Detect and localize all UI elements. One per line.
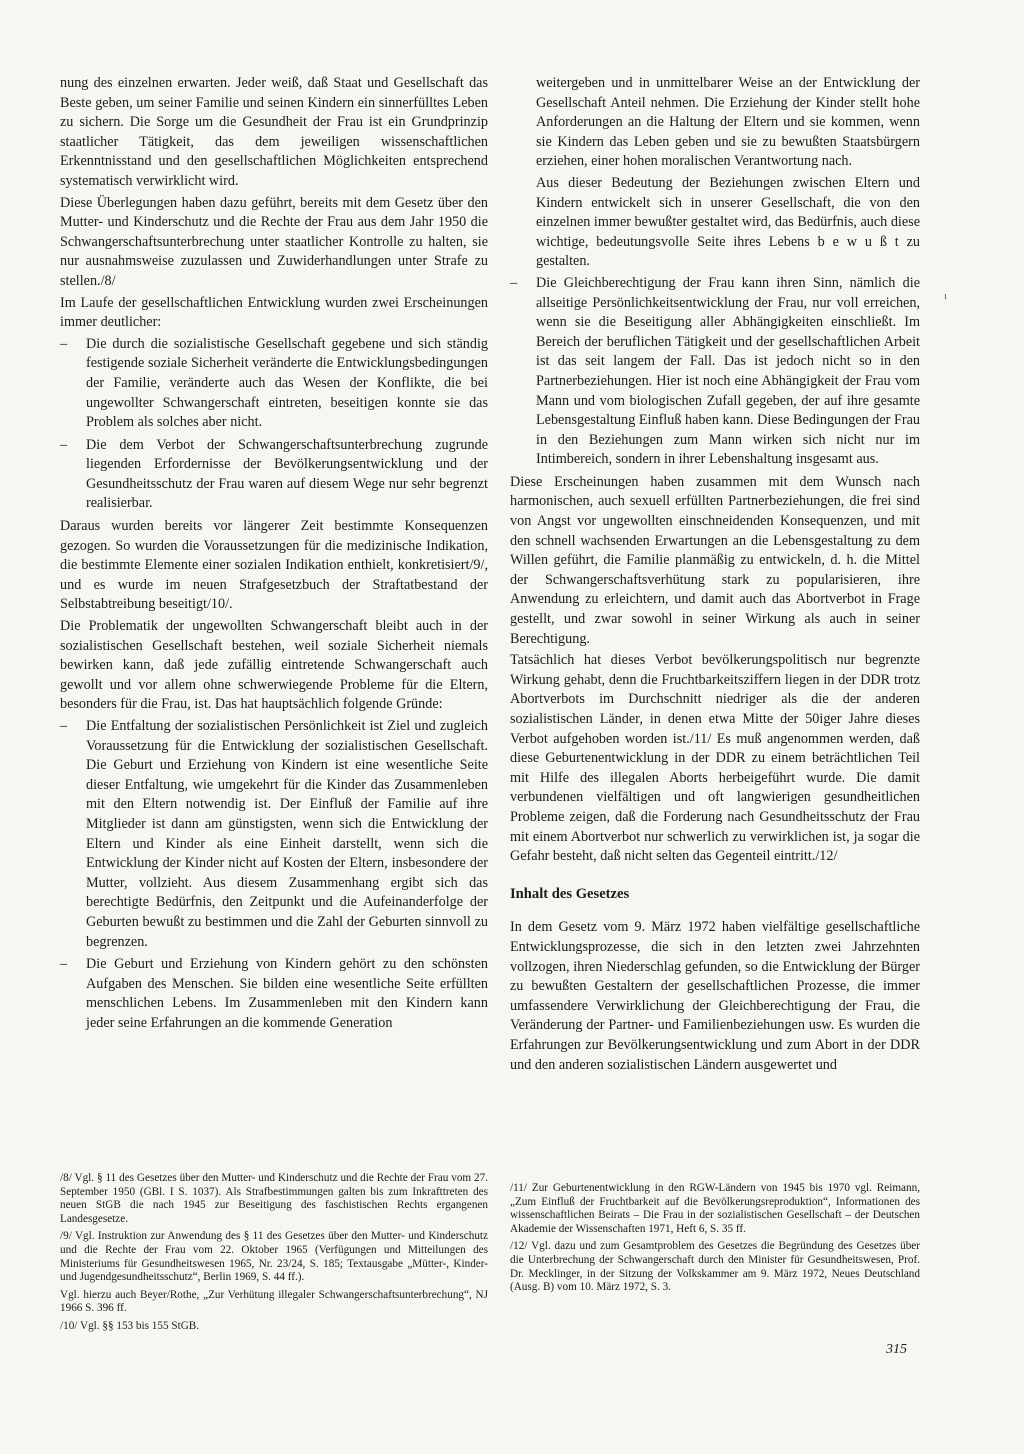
dash-item: – Die Gleichberechtigung der Frau kann ihren Sinn, nämlich die allseitige Persönlichkeitsentwicklung der Frau, nur voll erreichen, wenn sie die Beseitigung aller Abhängigkeiten einschließt. Im Bereich der beruflichen Tätigkeit und der gesellschaftlichen Arbeit ist das seit langem der Fall. Das ist jedoch nicht so in den Partnerbeziehungen. Hier ist noch eine Abhängigkeit der Frau vom Mann und vom biologischen Zufall gegeben, der auf ihre gesamte Lebensgestaltung Einfluß haben kann. Diese Bedingungen der Frau in den Beziehungen zum Mann wirken sich nicht nur im Intimbereich, sondern in ihrer Lebenshaltung insgesamt aus. xyxy=(510,274,920,470)
section-heading: Inhalt des Gesetzes xyxy=(510,885,630,902)
dash-item: – Die dem Verbot der Schwangerschaftsunterbrechung zugrunde liegenden Erfordernisse der Bevölkerungsentwicklung und der Gesundheitsschutz der Frau waren auf diesem Wege nur sehr begrenzt realisierbar. xyxy=(60,436,488,514)
footnote: /8/ Vgl. § 11 des Gesetzes über den Mutter- und Kinderschutz und die Rechte der Frau vom 27. September 1950 (GBl. I S. 1037). Als Strafbestimmungen galten bis zum Inkrafttreten des neuen StGB die nach 1945 zur Beseitigung des faschistischen Rechts ergangenen Landesgesetze. xyxy=(60,1172,488,1225)
dash-item: – Die durch die sozialistische Gesellschaft gegebene und sich ständig festigende soziale Sicherheit veränderte die Entwicklungsbedingungen der Familie, veränderte auch das Wesen der Konflikte, die bei ungewollter Schwangerschaft eintreten, beseitigen konnte sie das Problem als solches aber nicht. xyxy=(60,335,488,433)
continued-item: Aus dieser Bedeutung der Beziehungen zwischen Eltern und Kindern entwickelt sich in unserer Gesellschaft, die von den einzelnen immer bewußter gestaltet wird, das Bedürfnis, auch diese wichtige, bedeutungsvolle Seite ihres Lebens b e w u ß t zu gestalten. xyxy=(536,174,920,270)
footnote: /9/ Vgl. Instruktion zur Anwendung des § 11 des Gesetzes über den Mutter- und Kinderschutz und die Rechte der Frau vom 22. Oktober 1965 (Verfügungen und Mitteilungen des Ministeriums für Gesundheitswesen 1965, Nr. 23/24, S. 185; Textausgabe „Mütter-, Kinder- und Jugendgesundheitsschutz“, Berlin 1969, S. 44 ff.). xyxy=(60,1230,488,1284)
paragraph: In dem Gesetz vom 9. März 1972 haben vielfältige gesellschaftliche Entwicklungsprozesse, die sich in den letzten zwei Jahrzehnten vollzogen, ihren Niederschlag gefunden, so die Entwicklung der Bürger zu bewußten Gestaltern der gesellschaftlichen Prozesse, die immer umfassendere Verwirklichung der Gleichberechtigung der Frau, die Veränderung der Partner- und Familienbeziehungen usw. Es wurden die Erfahrungen zur Bevölkerungsentwicklung und zum Abort in der DDR und den anderen sozialistischen Ländern ausgewertet und xyxy=(510,919,920,1073)
paragraph: Diese Überlegungen haben dazu geführt, bereits mit dem Gesetz über den Mutter- und Kinderschutz und die Rechte der Frau aus dem Jahr 1950 die Schwangerschaftsunterbrechung unter staatlicher Kontrolle zu halten, sie nur ausnahmsweise zuzulassen und Zuwiderhandlungen unter Strafe zu stellen./8/ xyxy=(60,194,488,289)
paragraph: Diese Erscheinungen haben zusammen mit dem Wunsch nach harmonischen, auch sexuell erfüllten Partnerbeziehungen, die frei sind von Angst vor ungewollten einschneidenden Konsequenzen, und mit den schnell wachsenden Erwartungen an die Lebensgestaltung zu dem Willen geführt, die Familie planmäßig zu entwickeln, d. h. die Mittel der Schwangerschaftsverhütung stark zu popularisieren, ihre Anwendung zu erleichtern, und damit auch das Abortverbot in Frage gestellt, und zwar sowohl in seiner Wirkung als auch in seiner Berechtigung. xyxy=(510,473,920,647)
footnote: Vgl. hierzu auch Beyer/Rothe, „Zur Verhütung illegaler Schwangerschaftsunterbrechung“, NJ 1966 S. 396 ff. xyxy=(60,1288,488,1315)
page-number: 315 xyxy=(886,1342,907,1357)
footnotes-left xyxy=(60,1172,488,1338)
footnotes-right xyxy=(510,1182,920,1299)
left-column xyxy=(60,74,488,1037)
paragraph: Im Laufe der gesellschaftlichen Entwicklung wurden zwei Erscheinungen immer deutlicher: xyxy=(60,294,488,331)
footnote: /11/ Zur Geburtenentwicklung in den RGW-Ländern von 1945 bis 1970 vgl. Reimann, „Zum Einfluß der Fruchtbarkeit auf die Bevölkerungsreproduktion“, Informationen des wissenschaftlichen Beirats – Die Frau in der sozialistischen Gesellschaft – der Deutschen Akademie der Wissenschaften 1971, Heft 6, S. 35 ff. xyxy=(510,1182,920,1235)
footnote: /12/ Vgl. dazu und zum Gesamtproblem des Gesetzes die Begründung des Gesetzes über die Unterbrechung der Schwangerschaft durch den Minister für Gesundheitswesen, Prof. Dr. Mecklinger, in der Sitzung der Volkskammer am 9. März 1972, Neues Deutschland (Ausg. B) vom 10. März 1972, S. 3. xyxy=(510,1240,920,1294)
dash-item: – Die Geburt und Erziehung von Kindern gehört zu den schönsten Aufgaben des Menschen. Sie bilden eine wesentliche Seite erfüllten menschlichen Lebens. Im Zusammenleben mit den Kindern kann jeder seine Erfahrungen an die kommende Generation xyxy=(60,955,488,1033)
paragraph: Die Problematik der ungewollten Schwangerschaft bleibt auch in der sozialistischen Gesellschaft bestehen, weil soziale Sicherheit niemals bewirken kann, daß jede zufällig eintretende Schwangerschaft auch gewollt und vor allem ohne schwerwiegende Probleme für die Eltern, besonders für die Frau, ist. Das hat hauptsächlich folgende Gründe: xyxy=(60,618,488,713)
paragraph: Daraus wurden bereits vor längerer Zeit bestimmte Konsequenzen gezogen. So wurden die Voraussetzungen für die medizinische Indikation, die bestimmte Elemente einer sozialen Indikation enthielt, konkretisiert/9/, und es wurde im neuen Strafgesetzbuch der Straftatbestand der Selbstabtreibung beseitigt/10/. xyxy=(60,518,488,613)
paragraph: nung des einzelnen erwarten. Jeder weiß, daß Staat und Gesellschaft das Beste geben, um seiner Familie und seinen Kindern ein sinnerfülltes Leben zu sichern. Die Sorge um die Gesundheit der Frau ist ein Grundprinzip staatlicher Tätigkeit, das dem jeweiligen wissenschaftlichen Erkenntnisstand und den gesellschaftlichen Möglichkeiten entsprechend systematisch verwirklicht wird. xyxy=(60,75,488,189)
paragraph: Tatsächlich hat dieses Verbot bevölkerungspolitisch nur begrenzte Wirkung gehabt, denn die Fruchtbarkeitsziffern liegen in der DDR trotz Abortverbots im Durchschnitt niedriger als die der anderen sozialistischen Länder, in denen etwa Mitte der 50iger Jahre dieses Verbot aufgehoben worden ist./11/ Es muß angenommen werden, daß diese Geburtenentwicklung in der DDR zu einem beträchtlichen Teil mit Hilfe des illegalen Aborts herbeigeführt wurde. Die damit verbundenen vielfältigen und oft langwierigen gesundheitlichen Probleme zeigen, daß die Forderung nach Gesundheitsschutz der Frau mit einem Abortverbot nur schwerlich zu verwirklichen ist, ja sogar die Gefahr besteht, daß nicht selten das Gegenteil eintritt./12/ xyxy=(510,652,920,865)
right-column xyxy=(510,74,920,1077)
margin-mark: ı xyxy=(944,290,948,302)
dash-item: – Die Entfaltung der sozialistischen Persönlichkeit ist Ziel und zugleich Voraussetzung für die Entwicklung der sozialistischen Gesellschaft. Die Geburt und Erziehung von Kindern ist eine wesentliche Seite dieser Entfaltung, wie umgekehrt für die Kinder das Zusammenleben mit den Eltern notwendig ist. Der Einfluß der Familie auf ihre Mitglieder ist dann am günstigsten, wenn sich die Entwicklung der Eltern und Kinder als eine Einheit darstellt, wenn sich die Entwicklung der Kinder nicht auf Kosten der Eltern, insbesondere der Mutter, vollzieht. Aus diesem Zusammenhang ergibt sich das berechtigte Bedürfnis, den Zeitpunkt und die Aufeinanderfolge der Geburten bewußt zu bestimmen und die Zahl der Geburten sinnvoll zu begrenzen. xyxy=(60,717,488,952)
continued-item: weitergeben und in unmittelbarer Weise an der Entwicklung der Gesellschaft Anteil nehmen. Die Erziehung der Kinder stellt hohe Anforderungen an die Haltung der Eltern und sie kommen, wenn sie Kindern das Leben geben und sie zu bewußten Staatsbürgern erziehen, einer hohen moralischen Verantwortung nach. xyxy=(536,75,920,170)
footnote: /10/ Vgl. §§ 153 bis 155 StGB. xyxy=(60,1319,200,1332)
